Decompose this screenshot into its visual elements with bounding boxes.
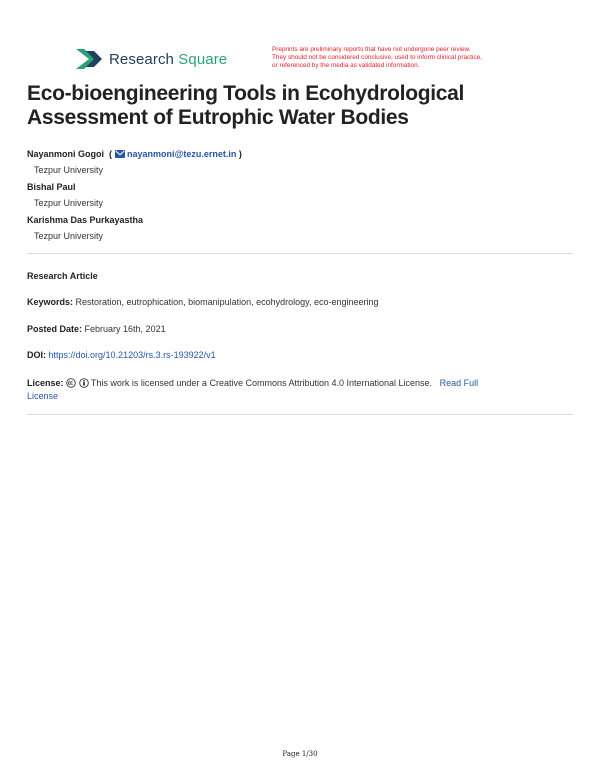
license-label: License:	[27, 378, 64, 388]
notice-line: They should not be considered conclusive, used to inform clinical practice,	[272, 54, 482, 61]
divider	[27, 414, 573, 415]
mail-icon	[115, 150, 125, 158]
keywords-value: Restoration, eutrophication, biomanipulation, ecohydrology, eco-engineering	[75, 297, 379, 307]
research-square-logo[interactable]	[75, 48, 227, 70]
logo-text: Research Square	[109, 50, 228, 68]
author-item	[27, 147, 567, 163]
divider	[27, 253, 573, 254]
article-type-value: Research Article	[27, 271, 98, 281]
author-name: Karishma Das Purkayastha	[27, 215, 144, 225]
read-full-license-link-cont[interactable]: License	[27, 391, 59, 401]
author-affiliation: Tezpur University	[34, 198, 104, 208]
license-text: This work is licensed under a Creative Commons Attribution 4.0 International License.	[90, 378, 433, 388]
page-number: Page 1/30	[282, 750, 318, 758]
license-row	[27, 377, 567, 403]
attribution-icon	[79, 378, 89, 388]
read-full-license-link[interactable]: Read Full	[439, 378, 479, 388]
author-name: Nayanmoni Gogoi	[27, 149, 105, 159]
keywords-row	[27, 296, 567, 309]
research-square-logo-icon	[75, 48, 103, 70]
author-email-link[interactable]: nayanmoni@tezu.ernet.in	[127, 149, 237, 159]
doi-label: DOI:	[27, 350, 46, 360]
author-affiliation: Tezpur University	[34, 231, 104, 241]
posted-date-value: February 16th, 2021	[84, 324, 166, 334]
creative-commons-icon	[66, 378, 76, 388]
paper-title: Eco-bioengineering Tools in Ecohydrological Assessment of Eutrophic Water Bodies	[27, 82, 465, 129]
posted-date-row	[27, 323, 567, 336]
article-type	[27, 270, 567, 283]
keywords-label: Keywords:	[27, 297, 74, 307]
doi-link[interactable]: https://doi.org/10.21203/rs.3.rs-193922/v1	[48, 350, 216, 360]
author-affiliation: Tezpur University	[34, 165, 104, 175]
author-name: Bishal Paul	[27, 182, 76, 192]
preprint-notice	[272, 46, 542, 70]
notice-line: Preprints are preliminary reports that have not undergone peer review.	[272, 46, 471, 53]
notice-line: or referenced by the media as validated information.	[272, 62, 420, 69]
author-email-group: ( nayanmoni@tezu.ernet.in )	[106, 149, 242, 159]
doi-row	[27, 349, 567, 362]
header	[75, 46, 545, 76]
author-list	[27, 147, 567, 246]
posted-date-label: Posted Date:	[27, 324, 83, 334]
